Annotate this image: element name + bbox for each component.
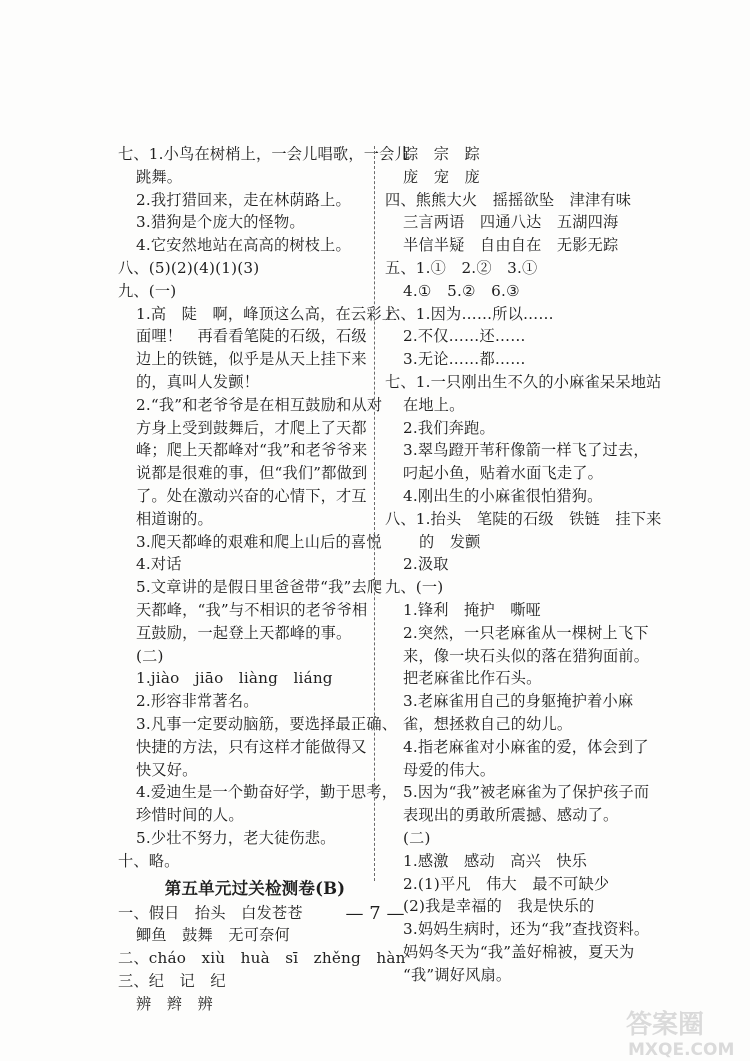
right-answer-line: 来，像一块石头似的落在猎狗面前。 <box>403 646 650 665</box>
right-answer-line: 4.刚出生的小麻雀很怕猎狗。 <box>403 486 603 505</box>
page-number: — 7 — <box>345 903 405 924</box>
left-answer-line: 珍惜时间的人。 <box>136 806 244 825</box>
left-answer-line: 1.jiào jiāo liàng liáng <box>136 669 333 688</box>
left-answer-line: 十、略。 <box>118 851 180 870</box>
left-answer-line: 快又好。 <box>136 760 198 779</box>
left-answer-line: 4.它安然地站在高高的树枝上。 <box>136 236 351 255</box>
right-answer-line: 1.锋利 掩护 嘶哑 <box>403 600 541 619</box>
watermark-logo-text: 答案圈 <box>626 1010 705 1040</box>
left-answer-line: 面哩！ 再看看笔陡的石级，石级 <box>136 327 367 346</box>
right-answer-line: 八、1.抬头 笔陡的石级 铁链 挂下来 <box>385 509 662 528</box>
left-answer-line: 七、1.小鸟在树梢上，一会儿唱歌，一会儿 <box>118 145 410 163</box>
left-answer-line: 三、纪 记 纪 <box>118 971 226 990</box>
right-answer-line: “我”调好风扇。 <box>403 965 512 984</box>
right-answer-line: 2.(1)平凡 伟大 最不可缺少 <box>403 874 610 893</box>
left-answer-line: 1.高 陡 啊，峰顶这么高，在云彩上 <box>136 304 398 323</box>
right-answer-line: 踪 宗 踪 <box>403 145 480 163</box>
left-answer-line: 的，真叫人发颤！ <box>136 372 260 391</box>
right-answer-line: 在地上。 <box>403 395 465 414</box>
left-answer-line: 3.爬天都峰的艰难和爬上山后的喜悦 <box>136 532 382 551</box>
left-answer-line: 跳舞。 <box>136 167 183 186</box>
right-answer-line: 叼起小鱼，贴着水面飞走了。 <box>403 464 604 483</box>
left-answer-line: 辨 辫 辨 <box>136 994 213 1013</box>
right-answer-line: 把老麻雀比作石头。 <box>403 669 542 688</box>
left-answer-line: (二) <box>136 646 164 665</box>
right-answer-line: 4.指老麻雀对小麻雀的爱，体会到了 <box>403 737 649 756</box>
left-answer-line: 快捷的方法，只有这样才能做得又 <box>136 737 367 756</box>
left-answer-line: 鲫鱼 鼓舞 无可奈何 <box>136 926 290 945</box>
right-answer-line: 1.感激 感动 高兴 快乐 <box>403 851 588 870</box>
right-answer-line: 庞 宠 庞 <box>403 167 480 186</box>
column-divider <box>374 146 375 881</box>
left-answer-line: 4.爱迪生是一个勤奋好学，勤于思考， <box>136 783 398 802</box>
right-answer-line: 3.无论……都…… <box>403 350 526 369</box>
left-answer-line: 了。处在激动兴奋的心情下，才互 <box>136 486 367 505</box>
right-answer-line: 六、1.因为……所以…… <box>385 304 554 323</box>
left-answer-line: 2.形容非常著名。 <box>136 692 259 711</box>
right-answer-line: 雀，想拯救自己的幼儿。 <box>403 714 573 733</box>
left-answer-line: 说都是很难的事，但“我们”都做到 <box>136 464 368 483</box>
right-answer-line: 四、熊熊大火 摇摇欲坠 津津有味 <box>385 190 632 209</box>
left-answer-line: 边上的铁链，似乎是从天上挂下来 <box>136 350 367 369</box>
right-answer-line: 九、(一) <box>385 578 444 597</box>
right-answer-line: 2.汲取 <box>403 555 449 574</box>
right-answer-line: 五、1.① 2.② 3.① <box>385 258 538 277</box>
right-answer-line: 2.我们奔跑。 <box>403 418 495 437</box>
watermark-logo <box>598 1003 748 1059</box>
right-answer-line: 半信半疑 自由自在 无影无踪 <box>403 236 619 255</box>
right-answer-line: 5.因为“我”被老麻雀为了保护孩子而 <box>403 783 650 802</box>
right-answer-line: 母爱的伟大。 <box>403 760 496 779</box>
right-answer-line: 七、1.一只刚出生不久的小麻雀呆呆地站 <box>385 372 662 391</box>
left-answer-line: 5.少壮不努力，老大徒伤悲。 <box>136 828 336 847</box>
right-answer-line: 表现出的勇敢所震撼、感动了。 <box>403 806 619 825</box>
right-answer-line: 4.① 5.② 6.③ <box>403 281 520 300</box>
left-answer-line: 互鼓励，一起登上天都峰的事。 <box>136 623 352 642</box>
left-answer-line: 3.凡事一定要动脑筋，要选择最正确、 <box>136 714 398 733</box>
left-answer-line: 天都峰，“我”与不相识的老爷爷相 <box>136 600 368 619</box>
right-answer-line: (2)我是幸福的 我是快乐的 <box>403 897 595 916</box>
right-answer-line: 3.老麻雀用自己的身躯掩护着小麻 <box>403 692 634 711</box>
left-column <box>118 143 410 1015</box>
right-answer-line: 三言两语 四通八达 五湖四海 <box>403 213 619 232</box>
left-answer-line: 5.文章讲的是假日里爸爸带“我”去爬 <box>136 578 383 597</box>
right-answer-line: 的 发颤 <box>419 532 481 551</box>
watermark-url-text: MXQE.COM <box>628 1040 735 1059</box>
left-answer-line: 一、假日 抬头 白发苍苍 <box>118 903 303 922</box>
right-column <box>385 143 662 986</box>
left-answer-line: 2.“我”和老爷爷是在相互鼓励和从对 <box>136 395 383 414</box>
right-answer-line: 3.翠鸟蹬开苇秆像箭一样飞了过去， <box>403 441 649 460</box>
section-title: 第五单元过关检测卷(B) <box>164 878 346 898</box>
left-answer-line: 八、(5)(2)(4)(1)(3) <box>118 258 260 277</box>
left-answer-line: 方身上受到鼓舞后，才爬上了天都 <box>136 418 367 437</box>
right-answer-line: 2.不仅……还…… <box>403 327 526 346</box>
left-answer-line: 九、(一) <box>118 281 177 300</box>
left-answer-line: 4.对话 <box>136 555 182 574</box>
left-answer-line: 2.我打猎回来，走在林荫路上。 <box>136 190 351 209</box>
right-answer-line: 2.突然，一只老麻雀从一棵树上飞下 <box>403 623 649 642</box>
right-answer-line: 妈妈冬天为“我”盖好棉被，夏天为 <box>403 942 635 961</box>
left-answer-line: 二、cháo xiù huà sī zhěng hàn <box>118 949 406 968</box>
left-answer-line: 相道谢的。 <box>136 509 213 528</box>
left-answer-line: 3.猎狗是个庞大的怪物。 <box>136 213 305 232</box>
right-answer-line: (二) <box>403 828 431 847</box>
right-answer-line: 3.妈妈生病时，还为“我”查找资料。 <box>403 920 650 939</box>
left-answer-line: 峰；爬上天都峰对“我”和老爷爷来 <box>136 441 368 460</box>
